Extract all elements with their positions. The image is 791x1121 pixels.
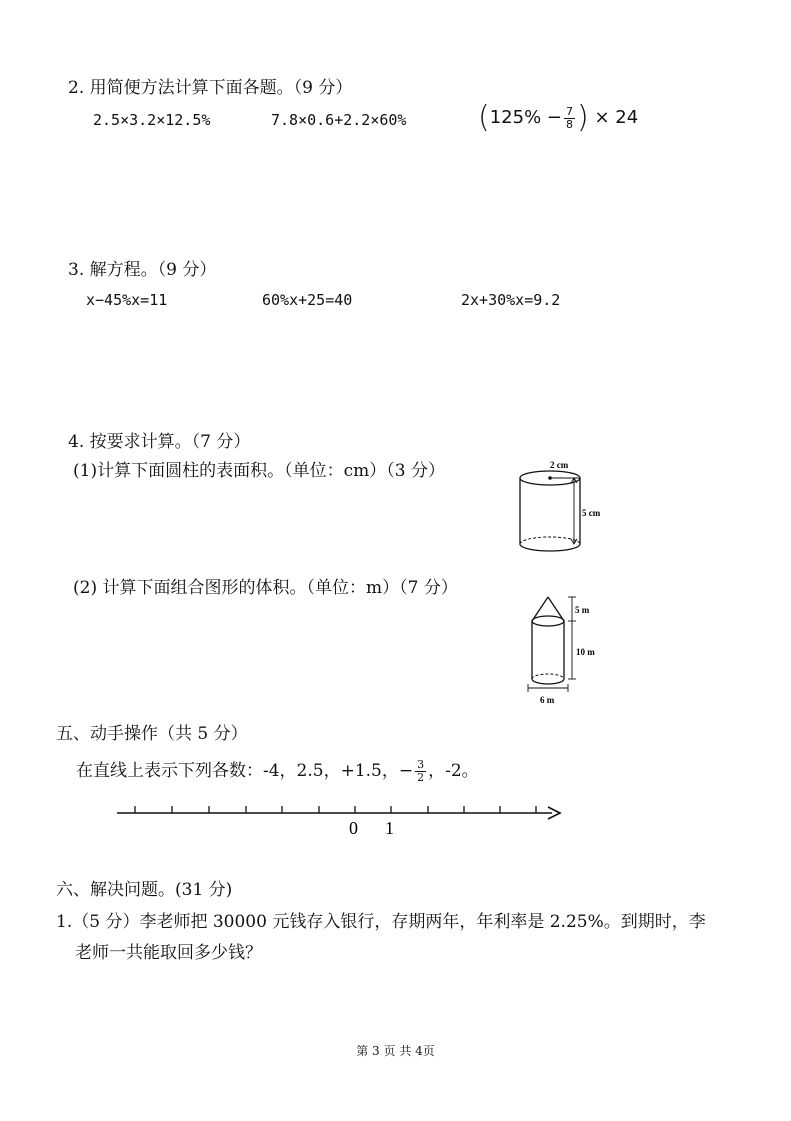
- q3-equation-2: 60%x+25=40: [262, 291, 353, 309]
- problem1-line2: 老师一共能取回多少钱？: [75, 943, 262, 963]
- sec5-prompt: [76, 756, 479, 786]
- q4-sub1: (1)计算下面圆柱的表面积。（单位：cm）（3 分）: [73, 461, 445, 481]
- expr3-part-b: × 24: [594, 107, 639, 128]
- q3-equation-1: x−45%x=11: [86, 291, 168, 309]
- cylinder-diameter-label: 2 cm: [550, 460, 569, 470]
- combo-cylinder-height-label: 10 m: [576, 647, 595, 657]
- cylinder-figure: [510, 456, 620, 558]
- sec5-prompt-b: ，-2。: [428, 761, 479, 781]
- fraction-3-2: $\frac{3}{2}$: [417, 758, 425, 784]
- q2-expression-3: (125% − $\frac{7}{8}$ ) × 24: [478, 100, 639, 135]
- expr3-part-a: 125% −: [489, 107, 562, 128]
- page-footer: 第 3 页 共 4页: [356, 1044, 435, 1058]
- sec6-heading: 六、解决问题。(31 分): [56, 880, 233, 900]
- q2-expression-1: 2.5×3.2×12.5%: [93, 111, 211, 129]
- sec5-prompt-a: 在直线上表示下列各数：-4，2.5，+1.5，−: [76, 761, 414, 781]
- label-zero: 0: [349, 818, 358, 838]
- q2-expression-2: 7.8×0.6+2.2×60%: [271, 111, 407, 129]
- label-one: 1: [385, 818, 394, 838]
- problem1-line1: 1.（5 分）李老师把 30000 元钱存入银行，存期两年，年利率是 2.25%。到期时，李: [56, 912, 706, 932]
- fraction-7-8: $\frac{7}{8}$: [565, 104, 573, 131]
- q2-heading: 2. 用简便方法计算下面各题。（9 分）: [68, 78, 353, 98]
- q3-heading: 3. 解方程。（9 分）: [68, 260, 217, 280]
- q3-equation-3: 2x+30%x=9.2: [461, 291, 561, 309]
- number-line-ticks: [135, 806, 536, 813]
- combo-diameter-label: 6 m: [540, 695, 555, 705]
- cone-height-label: 5 m: [575, 605, 590, 615]
- number-line: [112, 800, 572, 840]
- sec5-heading: 五、动手操作（共 5 分）: [56, 724, 248, 744]
- q4-sub2: (2) 计算下面组合图形的体积。（单位：m）（7 分）: [73, 578, 458, 598]
- q4-heading: 4. 按要求计算。（7 分）: [68, 432, 251, 452]
- cone-cylinder-figure: [520, 593, 615, 708]
- cylinder-height-label: 5 cm: [582, 508, 601, 518]
